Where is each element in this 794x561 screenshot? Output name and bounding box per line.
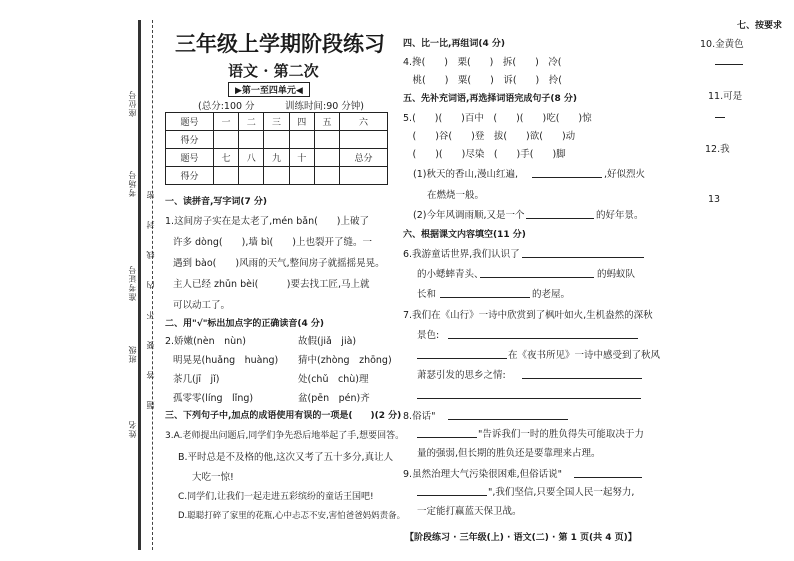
q7-text: 7.我们在《山行》一诗中欣赏到了枫叶如火,生机盎然的深秋 [403, 310, 653, 321]
option-b-cont: 大吃一惊! [192, 472, 234, 483]
q7-text: 萧瑟引发的思乡之情: [417, 370, 506, 381]
table-cell: 总分 [340, 149, 388, 167]
score-cell[interactable] [213, 167, 238, 185]
q6-text: 的小蟋蟀青头、 [417, 269, 484, 280]
answer-blank[interactable] [417, 437, 477, 438]
table-cell: 题号 [166, 149, 214, 167]
table-cell: 得分 [166, 131, 214, 149]
answer-blank[interactable] [417, 398, 641, 399]
q5-1-text: ,好似烈火 [604, 169, 646, 180]
section-1-line: 可以动工了。 [173, 300, 231, 311]
page-title: 三年级上学期阶段练习 [175, 31, 385, 56]
answer-blank[interactable] [448, 338, 638, 339]
q5-1-text: (1)秋天的香山,漫山红遍, [413, 169, 518, 180]
section-2-heading: 二、用"√"标出加点字的正确读音(4 分) [165, 319, 325, 329]
score-cell[interactable] [314, 131, 339, 149]
q13-text: 13 [708, 194, 721, 205]
section-1-line: 许多 dòng( ),墙 bì( )上也裂开了缝。一 [173, 237, 372, 248]
table-cell: 题号 [166, 113, 214, 131]
answer-blank[interactable] [417, 358, 507, 359]
idiom-row: 5.( )( )百中 ( )( )吃( )惊 [403, 113, 592, 124]
score-cell[interactable] [340, 167, 388, 185]
seal-word: 不 [146, 310, 155, 319]
page-subtitle: 语文 · 第二次 [228, 62, 319, 80]
q8-text: 量的强弱,但长期的胜负还是要靠理来占理。 [417, 448, 601, 459]
section-6-heading: 六、根据课文内容填空(11 分) [403, 230, 526, 240]
section-4-heading: 四、比一比,再组词(4 分) [403, 39, 506, 49]
pinyin-item: 2.娇嫩(nèn nùn) [165, 336, 246, 347]
table-cell: 五 [314, 113, 339, 131]
total-score-info: (总分:100 分 [198, 101, 255, 112]
table-cell: 七 [213, 149, 238, 167]
answer-blank[interactable] [440, 297, 530, 298]
answer-blank[interactable] [480, 277, 594, 278]
answer-blank[interactable] [715, 64, 743, 65]
table-cell: 四 [289, 113, 314, 131]
section-1-line: 主人已经 zhǔn bèi( )要去找工匠,马上就 [173, 279, 370, 290]
table-cell: 二 [239, 113, 264, 131]
option-a: 3.A.老师提出问题后,同学们争先恐后地举起了手,想要回答。 [165, 431, 405, 441]
q9-text: ",我们坚信,只要全国人民一起努力, [488, 487, 635, 498]
table-cell: 十 [289, 149, 314, 167]
q9-text: 9.虽然治理大气污染很困难,但俗话说" [403, 469, 562, 480]
q9-text: 一定能打赢蓝天保卫战。 [417, 506, 522, 517]
table-cell: 三 [264, 113, 289, 131]
seal-word: 答 [146, 370, 155, 379]
option-d: D.聪聪打碎了家里的花瓶,心中忐忑不安,害怕爸爸妈妈责备。 [178, 511, 406, 521]
score-cell[interactable] [314, 167, 339, 185]
section-7-heading: 七、按要求 [737, 21, 783, 31]
table-row [166, 167, 388, 185]
score-cell[interactable] [239, 167, 264, 185]
score-cell[interactable] [239, 131, 264, 149]
q6-text: 6.我游童话世界,我们认识了 [403, 249, 520, 260]
seat-number-label: 座位号 [128, 90, 137, 117]
q8-text: "告诉我们一时的胜负得失可能取决于力 [478, 429, 644, 440]
answer-blank[interactable] [574, 477, 642, 478]
option-b: B.平时总是不及格的他,这次又考了五十多分,真让人 [178, 452, 394, 463]
seal-word: 线 [146, 250, 155, 259]
q7-text: 在《夜书所见》一诗中感受到了秋风 [508, 350, 661, 361]
compare-row: 桃( ) 粟( ) 诉( ) 拎( [403, 75, 562, 86]
answer-blank[interactable] [522, 378, 642, 379]
option-c: C.同学们,让我们一起走进五彩缤纷的童话王国吧! [178, 492, 374, 502]
table-cell: 一 [213, 113, 238, 131]
pinyin-item: 孤零零(líng lǐng) [173, 393, 254, 404]
q5-2-text: 的好年景。 [596, 210, 644, 221]
unit-banner: ▶第一至四单元◀ [228, 82, 310, 97]
student-name-label: 姓名 [128, 420, 137, 438]
table-cell: 八 [239, 149, 264, 167]
page-footer: 【阶段练习 · 三年级(上) · 语文(二) · 第 1 页(共 4 页)】 [405, 533, 637, 543]
pinyin-item: 猜中(zhòng zhōng) [298, 355, 392, 366]
seal-word: 封 [146, 220, 155, 229]
q10-text: 10.金黄色 [700, 39, 744, 50]
pinyin-item: 盆(pēn pén)齐 [298, 393, 370, 404]
section-3-heading: 三、下列句子中,加点的成语使用有误的一项是( )(2 分) [165, 411, 402, 421]
score-cell[interactable] [264, 131, 289, 149]
answer-blank[interactable] [522, 257, 644, 258]
seal-word: 题 [146, 400, 155, 409]
exam-room-label: 考场号 [128, 170, 137, 197]
table-cell: 六 [340, 113, 388, 131]
q7-text: 景色: [417, 330, 440, 341]
q5-2-text: (2)今年风调雨顺,又是一个 [413, 210, 525, 221]
ticket-number-label: 准考证号 [128, 265, 137, 301]
answer-blank[interactable] [417, 495, 487, 496]
q6-text: 长和 [417, 289, 437, 300]
section-1-line: 遇到 bào( )风雨的天气,整间房子就摇摇晃晃。 [173, 258, 385, 269]
idiom-row: ( )谷( )登 拔( )欲( )动 [403, 131, 576, 142]
section-1-heading: 一、读拼音,写字词(7 分) [165, 197, 268, 207]
compare-row: 4.搀( ) 栗( ) 拆( ) 冷( [403, 57, 562, 68]
table-row [166, 149, 388, 167]
answer-blank[interactable] [715, 117, 725, 118]
table-cell: 得分 [166, 167, 214, 185]
binding-strip [0, 0, 160, 561]
score-cell[interactable] [213, 131, 238, 149]
pinyin-item: 处(chǔ chù)理 [298, 374, 369, 385]
answer-blank[interactable] [448, 419, 568, 420]
score-table [165, 112, 388, 185]
q6-text: 的老屋。 [532, 289, 571, 300]
score-cell[interactable] [264, 167, 289, 185]
seal-word: 密 [146, 190, 155, 199]
idiom-row: ( )( )尽染 ( )手( )脚 [403, 149, 566, 160]
score-cell[interactable] [289, 167, 314, 185]
binding-bar [138, 20, 141, 550]
table-row [166, 131, 388, 149]
time-info: 训练时间:90 分钟) [285, 101, 365, 112]
table-cell: 九 [264, 149, 289, 167]
table-row [166, 113, 388, 131]
q5-1-text: 在燃烧一般。 [427, 190, 485, 201]
answer-blank[interactable] [526, 218, 594, 219]
section-5-heading: 五、先补充词语,再选择词语完成句子(8 分) [403, 94, 578, 104]
seal-word: 内 [146, 280, 155, 289]
q11-text: 11.可是 [708, 91, 743, 102]
q8-text: 8.俗话" [403, 411, 436, 422]
q6-text: 的蚂蚁队 [597, 269, 636, 280]
pinyin-item: 明晃晃(huǎng huàng) [173, 355, 279, 366]
pinyin-item: 故假(jiǎ jià) [298, 336, 357, 347]
answer-blank[interactable] [532, 177, 602, 178]
class-label: 班级 [128, 345, 137, 363]
pinyin-item: 茶几(jī jǐ) [173, 374, 220, 385]
seal-word: 要 [146, 340, 155, 349]
section-1-line: 1.这间房子实在是太老了,mén bǎn( )上破了 [165, 216, 370, 227]
table-cell [314, 149, 339, 167]
q12-text: 12.我 [705, 144, 730, 155]
score-cell[interactable] [340, 131, 388, 149]
score-cell[interactable] [289, 131, 314, 149]
